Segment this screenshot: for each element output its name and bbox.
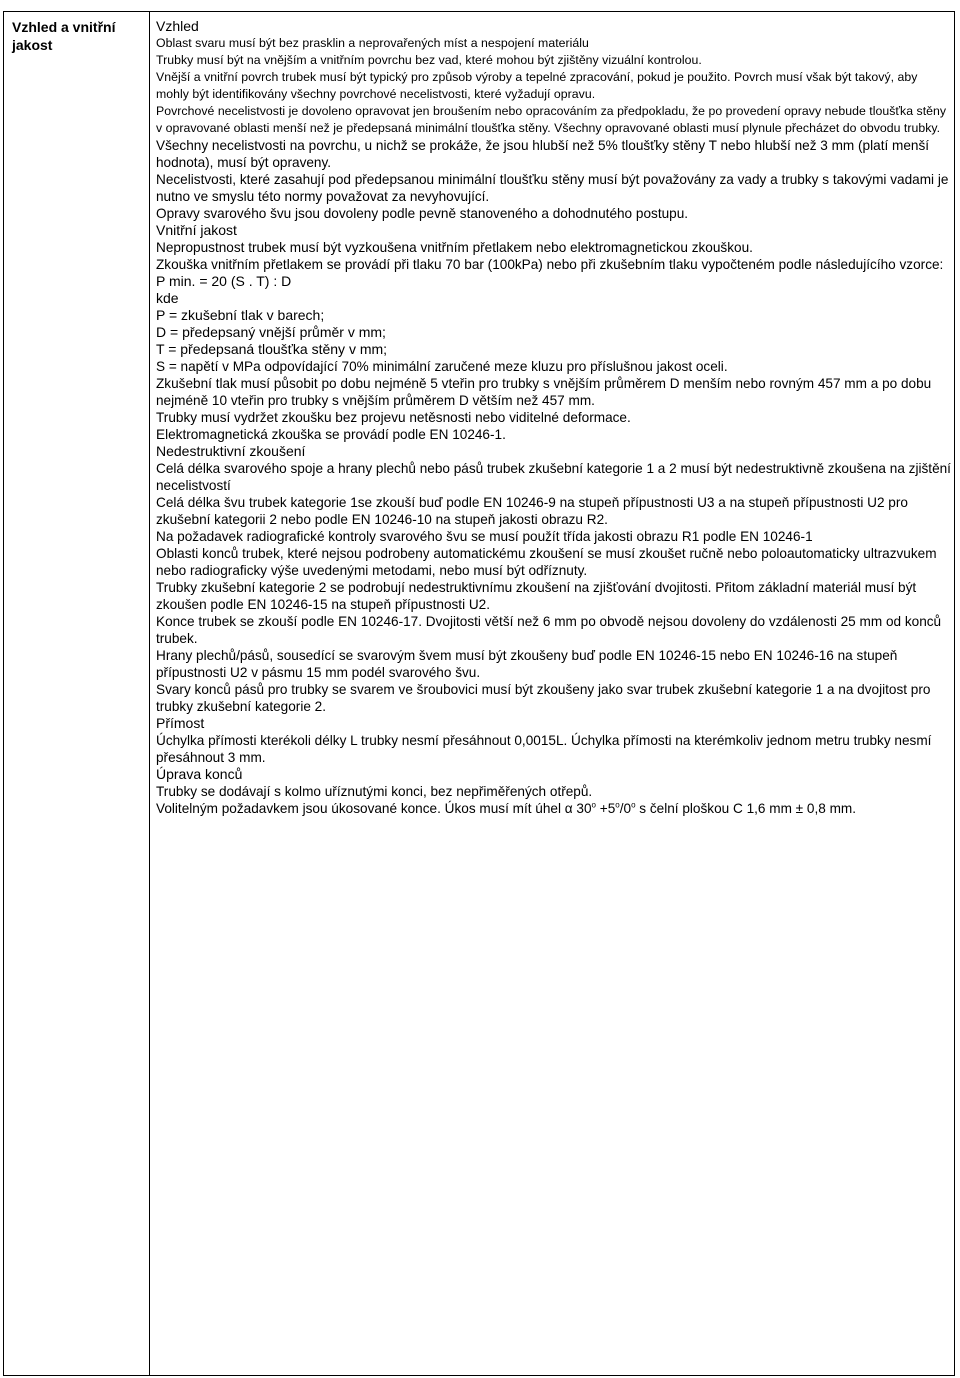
heading-internal-quality: Vnitřní jakost xyxy=(156,222,237,238)
paragraph: Povrchové necelistvosti je dovoleno opravovat jen broušením nebo opracováním za předpokladu, že po provedení opravy nebude tloušťka stěny v opravované oblasti menší než je předepsaná minimální tloušťka stěny. Všechny opravované oblasti musí plynule přecházet do obvodu trubky. xyxy=(156,104,947,135)
paragraph: Oblasti konců trubek, které nejsou podrobeny automatickému zkoušení se musí zkoušet ručně nebo poloautomaticky ultrazvukem nebo radiograficky výše uvedenými metodami, nebo musí být odříznuty. xyxy=(156,546,937,578)
heading-end-finish: Úprava konců xyxy=(156,766,243,782)
paragraph: kde xyxy=(156,290,179,306)
heading-straightness: Přímost xyxy=(156,715,205,731)
degree-mark: o xyxy=(631,800,636,810)
formula-legend-item: T = předepsaná tloušťka stěny v mm; xyxy=(156,341,388,357)
section-content xyxy=(156,18,952,817)
heading-appearance: Vzhled xyxy=(156,18,199,34)
paragraph: Svary konců pásů pro trubky se svarem ve šroubovici musí být zkoušeny jako svar trubek zkušební kategorie 1 a na dvojitost pro trubky zkušební kategorie 2. xyxy=(156,682,931,714)
bevel-tolerance: /0 xyxy=(619,801,632,816)
paragraph: Oblast svaru musí být bez prasklin a neprovařených míst a nespojení materiálu xyxy=(156,36,589,50)
heading-ndt: Nedestruktivní zkoušení xyxy=(156,443,306,459)
paragraph-bevel xyxy=(156,800,952,817)
spec-table xyxy=(3,11,955,1376)
section-label: Vzhled a vnitřní jakost xyxy=(12,19,116,53)
paragraph: Elektromagnetická zkouška se provádí podle EN 10246-1. xyxy=(156,427,506,442)
bevel-face: s čelní ploškou C 1,6 mm ± 0,8 mm. xyxy=(635,801,857,816)
paragraph: Necelistvosti, které zasahují pod předepsanou minimální tloušťku stěny musí být považovány za vady a trubky s takovými vadami je nutno ve smyslu této normy považovat za nevyhovující. xyxy=(156,172,949,204)
paragraph: Opravy svarového švu jsou dovoleny podle pevně stanoveného a dohodnutého postupu. xyxy=(156,206,689,221)
paragraph: Celá délka svarového spoje a hrany plechů nebo pásů trubek zkušební kategorie 1 a 2 musí být nedestruktivně zkoušena na zjištění necelistvostí xyxy=(156,461,951,493)
paragraph: Všechny necelistvosti na povrchu, u nichž se prokáže, že jsou hlubší než 5% tloušťky stěny T nebo hlubší než 3 mm (platí menší hodnota), musí být opraveny. xyxy=(156,138,930,170)
paragraph: Nepropustnost trubek musí být vyzkoušena vnitřním přetlakem nebo elektromagnetickou zkouškou. xyxy=(156,240,753,255)
paragraph: Trubky zkušební kategorie 2 se podrobují nedestruktivnímu zkoušení na zjišťování dvojitosti. Přitom základní materiál musí být zkoušen podle EN 10246-15 na stupeň přípustnosti U2. xyxy=(156,580,917,612)
paragraph: Na požadavek radiografické kontroly svarového švu se musí použít třída jakosti obrazu R1 podle EN 10246-1 xyxy=(156,529,813,544)
paragraph: Zkušební tlak musí působit po dobu nejméně 5 vteřin pro trubky s vnějším průměrem D menším nebo rovným 457 mm a po dobu nejméně 10 vteřin pro trubky s vnějším průměrem D větším než 457 mm. xyxy=(156,376,932,408)
paragraph: Trubky musí být na vnějším a vnitřním povrchu bez vad, které mohou být zjištěny vizuální kontrolou. xyxy=(156,53,702,67)
paragraph: Trubky musí vydržet zkoušku bez projevu netěsnosti nebo viditelné deformace. xyxy=(156,410,631,425)
bevel-text: Volitelným požadavkem jsou úkosované konce. Úkos musí mít úhel α 30 xyxy=(156,801,592,816)
paragraph: Zkouška vnitřním přetlakem se provádí při tlaku 70 bar (100kPa) nebo při zkušebním tlaku vypočteném podle následujícího vzorce: xyxy=(156,257,944,272)
formula-legend-item: D = předepsaný vnější průměr v mm; xyxy=(156,324,386,340)
paragraph: Celá délka švu trubek kategorie 1se zkouší buď podle EN 10246-9 na stupeň přípustnosti U3 a na stupeň přípustnosti U2 pro zkušební kategorii 2 nebo podle EN 10246-10 na stupeň jakosti obrazu R2. xyxy=(156,495,908,527)
paragraph: Trubky se dodávají s kolmo uříznutými konci, bez nepřiměřených otřepů. xyxy=(156,784,593,799)
bevel-tolerance: +5 xyxy=(595,801,616,816)
formula-legend-item: P = zkušební tlak v barech; xyxy=(156,307,325,323)
paragraph: Úchylka přímosti kterékoli délky L trubky nesmí přesáhnout 0,0015L. Úchylka přímosti na kterémkoliv jednom metru trubky nesmí přesáhnout 3 mm. xyxy=(156,733,932,765)
paragraph: Konce trubek se zkouší podle EN 10246-17. Dvojitosti větší než 6 mm po obvodě nejsou dovoleny do vzdálenosti 25 mm od konců trubek. xyxy=(156,614,942,646)
formula-legend-item: S = napětí v MPa odpovídající 70% minimální zaručené meze kluzu pro příslušnou jakost oceli. xyxy=(156,359,728,374)
degree-mark: o xyxy=(615,800,620,810)
degree-mark: o xyxy=(591,800,596,810)
paragraph: Hrany plechů/pásů, sousedící se svarovým švem musí být zkoušeny buď podle EN 10246-15 nebo EN 10246-16 na stupeň přípustnosti U2 v pásmu 15 mm podél svarového švu. xyxy=(156,648,898,680)
formula: P min. = 20 (S . T) : D xyxy=(156,273,292,289)
column-divider xyxy=(149,12,150,1375)
paragraph: Vnější a vnitřní povrch trubek musí být typický pro způsob výroby a tepelné zpracování, pokud je použito. Povrch musí však být takový, aby mohly být identifikovány všechny povrchové necelistvosti, které vyžadují opravu. xyxy=(156,70,918,101)
